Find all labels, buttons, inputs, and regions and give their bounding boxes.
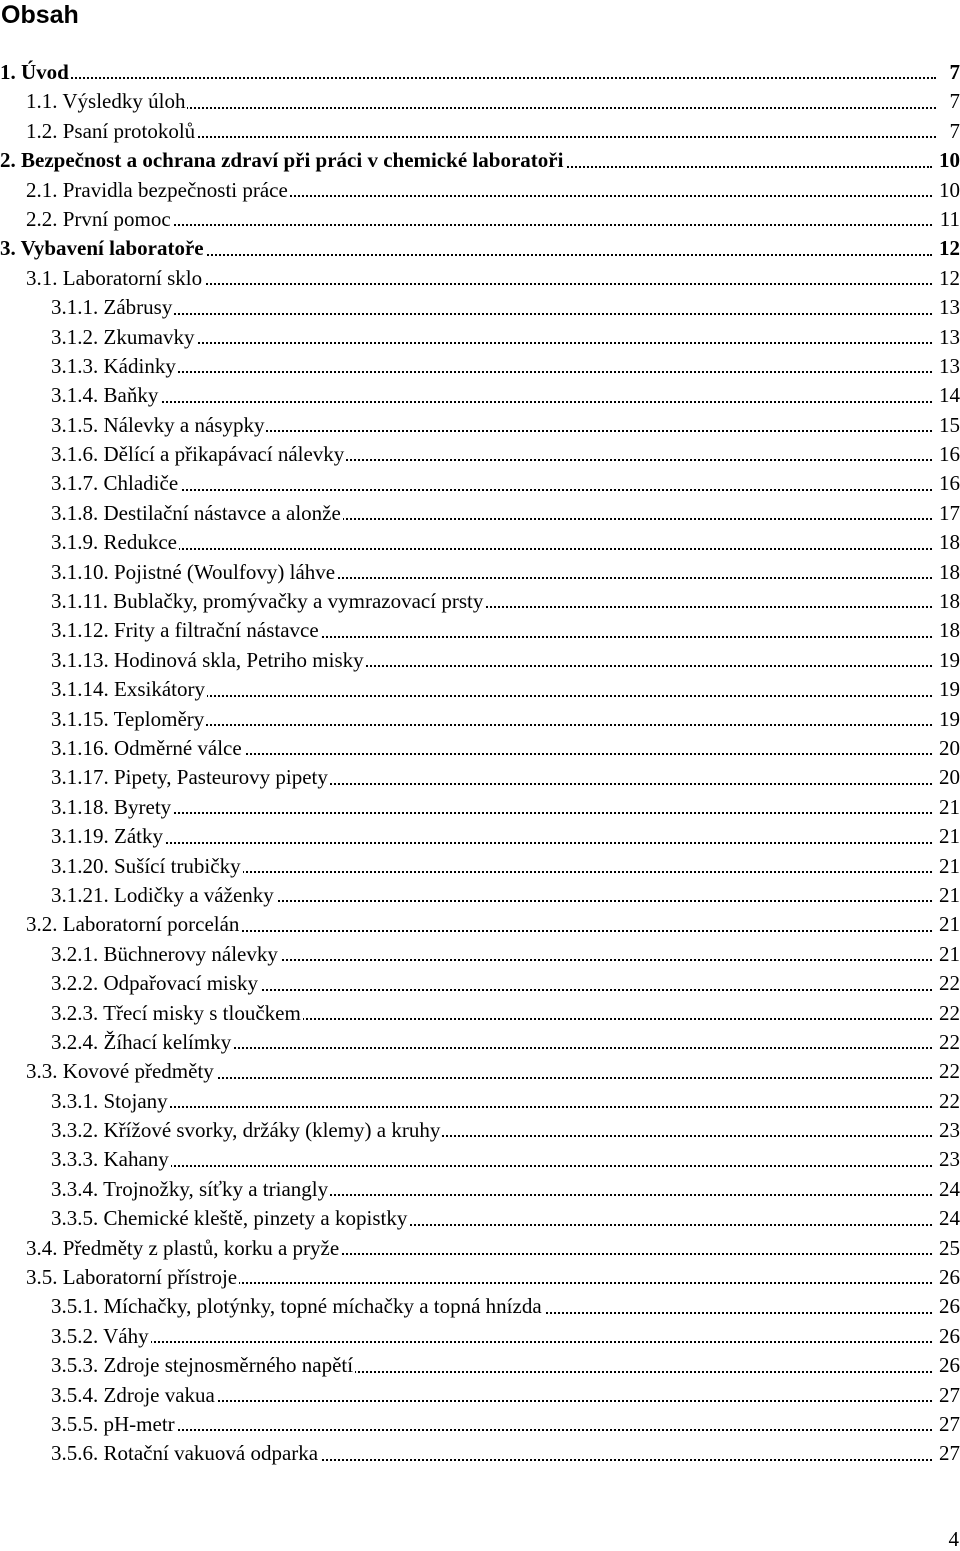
toc-entry[interactable] <box>0 1234 960 1263</box>
dot-leader <box>51 1429 932 1431</box>
toc-entry[interactable] <box>0 1057 960 1086</box>
toc-entry[interactable] <box>0 440 960 469</box>
toc-entry-page: 21 <box>936 852 960 881</box>
dot-leader <box>51 1165 932 1167</box>
toc-entry[interactable] <box>0 675 960 704</box>
toc-entry-title: 3.1.13. Hodinová skla, Petriho misky <box>51 646 366 675</box>
toc-entry[interactable] <box>0 646 960 675</box>
toc-entry-title: 3.1.15. Teploměry <box>51 705 206 734</box>
toc-entry-page: 22 <box>936 969 960 998</box>
toc-entry-title: 3.2. Laboratorní porcelán <box>26 910 241 939</box>
toc-entry-page: 21 <box>936 910 960 939</box>
toc-entry-title: 3.1.17. Pipety, Pasteurovy pipety <box>51 763 330 792</box>
toc-entry[interactable] <box>0 323 960 352</box>
toc-entry-page: 23 <box>936 1145 960 1174</box>
toc-entry-page: 19 <box>936 705 960 734</box>
toc-entry-title: 3.1.1. Zábrusy <box>51 293 174 322</box>
toc-entry-page: 16 <box>936 469 960 498</box>
toc-entry[interactable] <box>0 1381 960 1410</box>
toc-entry-title: 1.2. Psaní protokolů <box>26 117 197 146</box>
toc-entry-page: 24 <box>936 1175 960 1204</box>
toc-entry-title: 3.1.16. Odměrné válce <box>51 734 244 763</box>
toc-entry-page: 23 <box>936 1116 960 1145</box>
toc-entry-page: 12 <box>936 234 960 263</box>
dot-leader <box>51 812 932 814</box>
toc-entry-title: 3.1.9. Redukce <box>51 528 179 557</box>
toc-entry[interactable] <box>0 1351 960 1380</box>
dot-leader <box>51 1106 932 1108</box>
toc-entry-page: 13 <box>936 352 960 381</box>
dot-leader <box>51 489 932 491</box>
toc-entry[interactable] <box>0 1410 960 1439</box>
toc-entry-title: 3.1.19. Zátky <box>51 822 165 851</box>
toc-entry-page: 16 <box>936 440 960 469</box>
toc-entry-title: 2.1. Pravidla bezpečnosti práce <box>26 176 290 205</box>
toc-entry-title: 3.5.3. Zdroje stejnosměrného napětí <box>51 1351 355 1380</box>
toc-entry-title: 3.2.3. Třecí misky s tloučkem <box>51 999 303 1028</box>
toc-entry[interactable] <box>0 117 960 146</box>
toc-entry-page: 24 <box>936 1204 960 1233</box>
toc-entry[interactable] <box>0 1263 960 1292</box>
toc-entry[interactable] <box>0 881 960 910</box>
toc-entry-page: 11 <box>937 205 960 234</box>
toc-entry[interactable] <box>0 205 960 234</box>
toc-entry-page: 21 <box>936 793 960 822</box>
toc-entry[interactable] <box>0 469 960 498</box>
toc-entry-page: 26 <box>936 1292 960 1321</box>
toc-entry-title: 2. Bezpečnost a ochrana zdraví při práci v chemické laboratoři <box>0 146 565 175</box>
toc-entry-title: 3.5.4. Zdroje vakua <box>51 1381 217 1410</box>
toc-entry[interactable] <box>0 587 960 616</box>
toc-entry[interactable] <box>0 352 960 381</box>
toc-entry-page: 14 <box>936 381 960 410</box>
toc-entry-page: 17 <box>936 499 960 528</box>
toc-entry[interactable] <box>0 763 960 792</box>
toc-entry-title: 3.1.8. Destilační nástavce a alonže <box>51 499 343 528</box>
toc-entry-page: 18 <box>936 616 960 645</box>
toc-entry-title: 3.3.2. Křížové svorky, držáky (klemy) a kruhy <box>51 1116 442 1145</box>
toc-entry-page: 13 <box>936 323 960 352</box>
toc-entry-title: 3.2.4. Žíhací kelímky <box>51 1028 233 1057</box>
toc-entry-title: 3.3.3. Kahany <box>51 1145 171 1174</box>
toc-entry-page: 26 <box>936 1351 960 1380</box>
dot-leader <box>51 842 932 844</box>
page-title: Obsah <box>1 0 79 30</box>
toc-entry-title: 3.1.2. Zkumavky <box>51 323 196 352</box>
toc-entry-page: 7 <box>947 117 960 146</box>
toc-entry-page: 7 <box>947 87 960 116</box>
toc-entry-title: 1. Úvod <box>0 58 71 87</box>
toc-entry[interactable] <box>0 1087 960 1116</box>
toc-entry-title: 3.5.6. Rotační vakuová odparka <box>51 1439 320 1468</box>
toc-entry[interactable] <box>0 1439 960 1468</box>
toc-entry-title: 3.1.11. Bublačky, promývačky a vymrazovací prsty <box>51 587 485 616</box>
toc-entry-page: 13 <box>936 293 960 322</box>
toc-entry[interactable] <box>0 58 960 87</box>
toc-entry[interactable] <box>0 793 960 822</box>
toc-entry[interactable] <box>0 87 960 116</box>
dot-leader <box>51 371 932 373</box>
toc-entry-title: 3.3.1. Stojany <box>51 1087 170 1116</box>
toc-entry-page: 22 <box>936 1057 960 1086</box>
toc-entry-title: 3.3.5. Chemické kleště, pinzety a kopistky <box>51 1204 409 1233</box>
toc-entry[interactable] <box>0 969 960 998</box>
toc-entry-title: 3.1.14. Exsikátory <box>51 675 207 704</box>
toc-entry[interactable] <box>0 705 960 734</box>
toc-entry-title: 3.4. Předměty z plastů, korku a pryže <box>26 1234 341 1263</box>
toc-entry-page: 21 <box>936 881 960 910</box>
toc-entry-title: 3.1.10. Pojistné (Woulfovy) láhve <box>51 558 337 587</box>
toc-entry-title: 3.1.4. Baňky <box>51 381 160 410</box>
toc-entry-title: 3.5. Laboratorní přístroje <box>26 1263 239 1292</box>
toc-entry-page: 22 <box>936 999 960 1028</box>
toc-entry-title: 3.1. Laboratorní sklo <box>26 264 204 293</box>
toc-entry[interactable] <box>0 146 960 175</box>
toc-entry[interactable] <box>0 411 960 440</box>
toc-entry[interactable] <box>0 499 960 528</box>
dot-leader <box>51 1341 932 1343</box>
toc-entry-page: 25 <box>936 1234 960 1263</box>
toc-entry[interactable] <box>0 1175 960 1204</box>
toc-entry-title: 1.1. Výsledky úloh <box>26 87 187 116</box>
toc-entry[interactable] <box>0 1116 960 1145</box>
toc-entry-title: 3.3.4. Trojnožky, síťky a triangly <box>51 1175 330 1204</box>
toc-entry-title: 3.1.12. Frity a filtrační nástavce <box>51 616 321 645</box>
toc-entry-page: 19 <box>936 646 960 675</box>
toc-entry-page: 10 <box>936 146 960 175</box>
toc-entry-page: 20 <box>936 734 960 763</box>
toc-entry[interactable] <box>0 822 960 851</box>
toc-entry-title: 3.5.1. Míchačky, plotýnky, topné míchačky a topná hnízda <box>51 1292 544 1321</box>
toc-entry-title: 2.2. První pomoc <box>26 205 173 234</box>
toc-entry[interactable] <box>0 734 960 763</box>
page-number: 4 <box>949 1527 960 1551</box>
toc-entry-title: 3.1.20. Sušící trubičky <box>51 852 243 881</box>
toc-entry-title: 3.1.18. Byrety <box>51 793 173 822</box>
toc-entry-page: 18 <box>936 558 960 587</box>
toc-entry[interactable] <box>0 293 960 322</box>
toc-entry-title: 3.1.21. Lodičky a váženky <box>51 881 276 910</box>
toc-entry-title: 3.1.5. Nálevky a násypky <box>51 411 266 440</box>
toc-entry[interactable] <box>0 528 960 557</box>
toc-entry[interactable] <box>0 264 960 293</box>
toc-entry-title: 3. Vybavení laboratoře <box>0 234 206 263</box>
toc-entry-page: 22 <box>936 1028 960 1057</box>
toc-entry-title: 3.1.3. Kádinky <box>51 352 178 381</box>
toc-entry-page: 20 <box>936 763 960 792</box>
toc-entry-page: 26 <box>936 1263 960 1292</box>
toc-entry-page: 10 <box>936 176 960 205</box>
toc-entry-page: 26 <box>936 1322 960 1351</box>
toc-entry-page: 19 <box>936 675 960 704</box>
toc-entry[interactable] <box>0 558 960 587</box>
toc-entry-title: 3.2.2. Odpařovací misky <box>51 969 260 998</box>
toc-entry-page: 15 <box>936 411 960 440</box>
toc-entry-page: 12 <box>936 264 960 293</box>
toc-entry[interactable] <box>0 1204 960 1233</box>
toc-entry-page: 18 <box>936 528 960 557</box>
dot-leader <box>0 77 936 79</box>
toc-entry-page: 21 <box>936 940 960 969</box>
dot-leader <box>51 401 932 403</box>
toc-entry-title: 3.5.2. Váhy <box>51 1322 151 1351</box>
toc-entry[interactable] <box>0 910 960 939</box>
toc-entry-title: 3.1.6. Dělící a přikapávací nálevky <box>51 440 346 469</box>
toc-entry-page: 27 <box>936 1410 960 1439</box>
toc-entry-title: 3.3. Kovové předměty <box>26 1057 216 1086</box>
toc-entry[interactable] <box>0 616 960 645</box>
toc-entry[interactable] <box>0 999 960 1028</box>
toc-entry[interactable] <box>0 234 960 263</box>
dot-leader <box>51 548 932 550</box>
toc-entry-page: 7 <box>947 58 960 87</box>
toc-entry-page: 22 <box>936 1087 960 1116</box>
toc-entry[interactable] <box>0 1322 960 1351</box>
dot-leader <box>51 313 932 315</box>
toc-entry-page: 27 <box>936 1381 960 1410</box>
toc-entry-title: 3.2.1. Büchnerovy nálevky <box>51 940 280 969</box>
toc-entry-page: 18 <box>936 587 960 616</box>
toc-entry[interactable] <box>0 1292 960 1321</box>
table-of-contents <box>0 58 960 1469</box>
toc-entry-page: 27 <box>936 1439 960 1468</box>
toc-entry[interactable] <box>0 1145 960 1174</box>
toc-entry[interactable] <box>0 1028 960 1057</box>
toc-entry[interactable] <box>0 381 960 410</box>
toc-entry[interactable] <box>0 940 960 969</box>
toc-entry[interactable] <box>0 852 960 881</box>
toc-entry-title: 3.5.5. pH-metr <box>51 1410 177 1439</box>
toc-entry-page: 21 <box>936 822 960 851</box>
toc-entry-title: 3.1.7. Chladiče <box>51 469 180 498</box>
toc-entry[interactable] <box>0 176 960 205</box>
